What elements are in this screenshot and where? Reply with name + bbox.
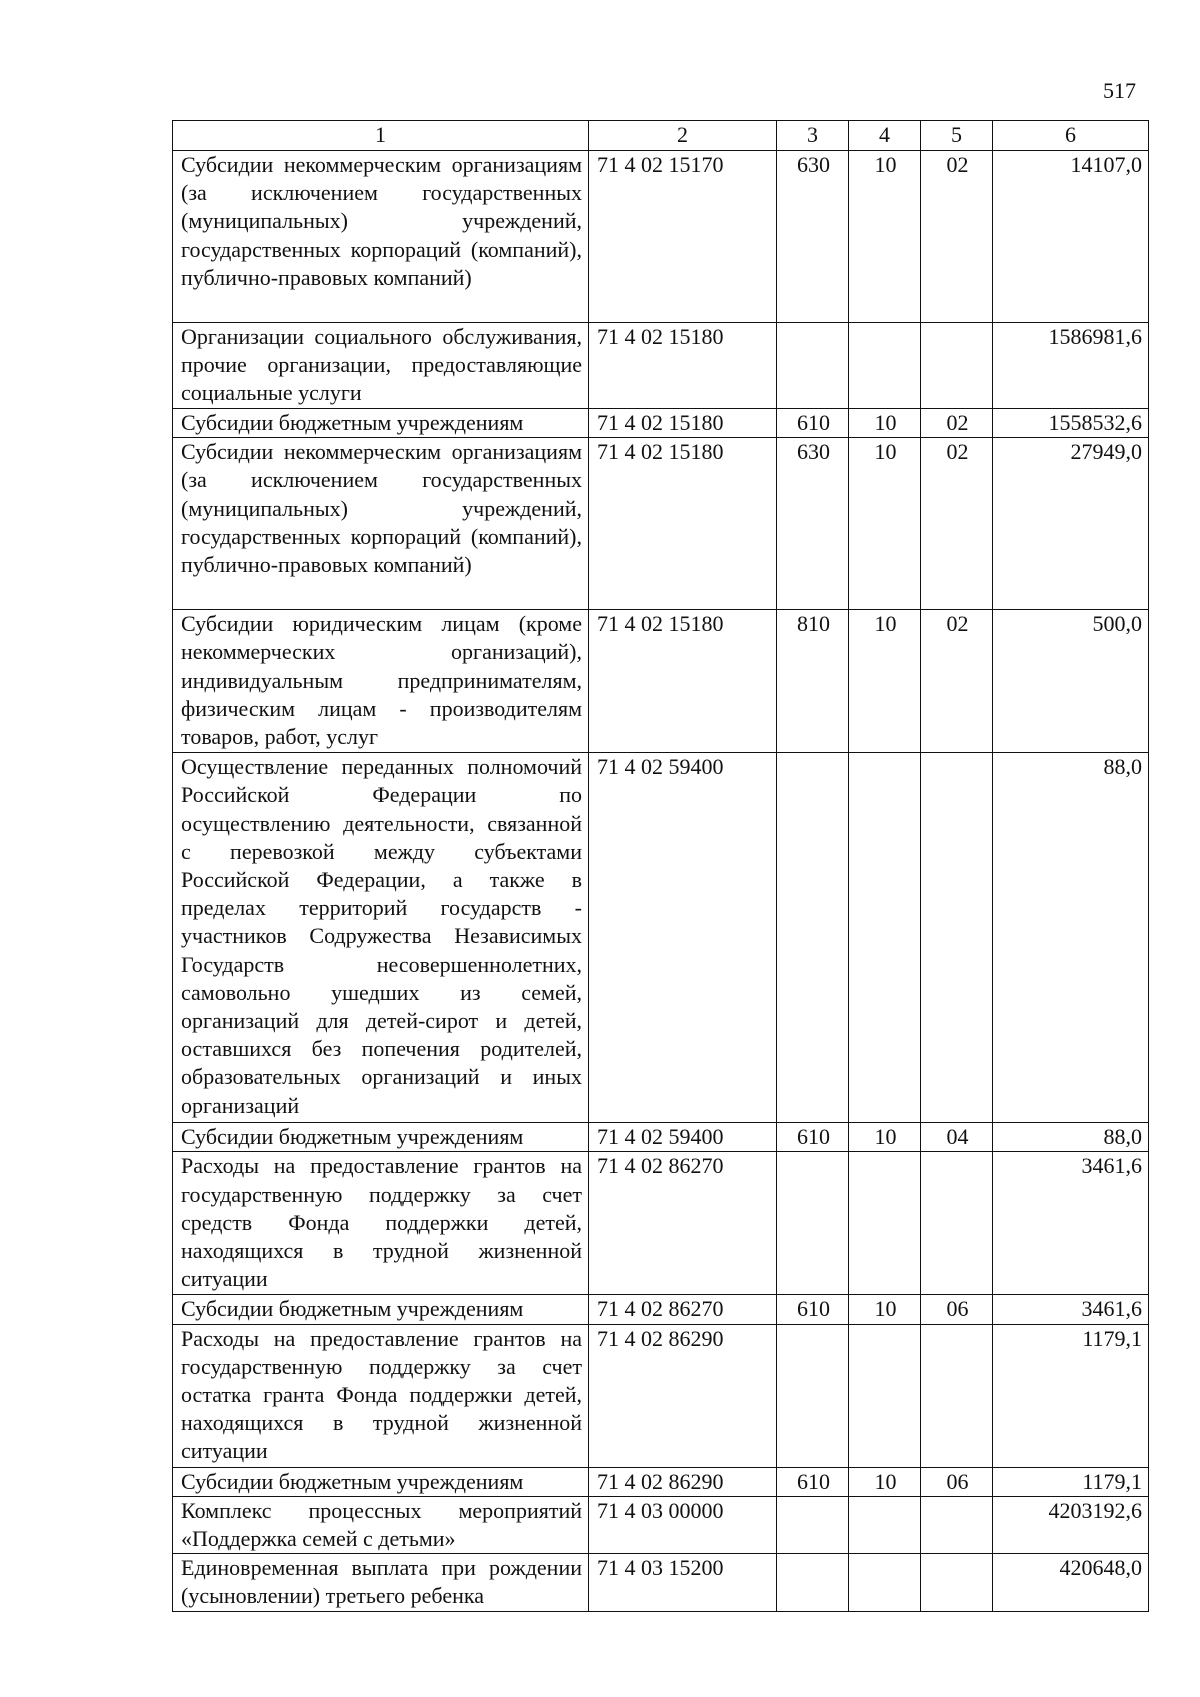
row-col-4: 10 bbox=[849, 1123, 921, 1152]
row-name: Субсидии бюджетным учреждениям bbox=[173, 1123, 589, 1152]
table-row bbox=[173, 1554, 1149, 1611]
row-amount: 3461,6 bbox=[993, 1152, 1149, 1295]
row-col-3 bbox=[777, 1554, 849, 1611]
row-name: Организации социального обслуживания, прочие организации, предоставляющие социальные услуги bbox=[173, 323, 589, 409]
header-row bbox=[173, 121, 1149, 151]
table-row bbox=[173, 753, 1149, 1123]
row-code: 71 4 02 59400 bbox=[589, 753, 777, 1123]
row-col-4: 10 bbox=[849, 151, 921, 323]
row-code: 71 4 02 86290 bbox=[589, 1324, 777, 1467]
row-col-4: 10 bbox=[849, 610, 921, 753]
row-col-5: 02 bbox=[921, 151, 993, 323]
header-col-2: 2 bbox=[589, 121, 777, 151]
row-col-5: 04 bbox=[921, 1123, 993, 1152]
row-amount: 88,0 bbox=[993, 753, 1149, 1123]
row-col-3 bbox=[777, 323, 849, 409]
row-code: 71 4 02 15180 bbox=[589, 323, 777, 409]
row-amount: 3461,6 bbox=[993, 1295, 1149, 1324]
header-col-6: 6 bbox=[993, 121, 1149, 151]
row-name: Субсидии бюджетным учреждениям bbox=[173, 1295, 589, 1324]
row-name: Субсидии некоммерческим организациям (за исключением государственных (муниципальных) учреждений, государственных корпораций (компаний), публично-правовых компаний) bbox=[173, 438, 589, 610]
row-col-4: 10 bbox=[849, 409, 921, 438]
row-col-4: 10 bbox=[849, 1295, 921, 1324]
table-body bbox=[173, 151, 1149, 1612]
header-col-4: 4 bbox=[849, 121, 921, 151]
row-col-5: 02 bbox=[921, 610, 993, 753]
row-amount: 420648,0 bbox=[993, 1554, 1149, 1611]
row-code: 71 4 02 86270 bbox=[589, 1152, 777, 1295]
row-amount: 500,0 bbox=[993, 610, 1149, 753]
table-row bbox=[173, 151, 1149, 323]
row-code: 71 4 02 15180 bbox=[589, 610, 777, 753]
row-col-5 bbox=[921, 1324, 993, 1467]
row-col-3: 610 bbox=[777, 1467, 849, 1496]
row-amount: 4203192,6 bbox=[993, 1496, 1149, 1553]
row-col-3: 630 bbox=[777, 438, 849, 610]
row-col-4 bbox=[849, 1152, 921, 1295]
table-row bbox=[173, 1467, 1149, 1496]
row-col-3: 610 bbox=[777, 1123, 849, 1152]
row-code: 71 4 02 15170 bbox=[589, 151, 777, 323]
row-col-5: 02 bbox=[921, 409, 993, 438]
row-col-3 bbox=[777, 753, 849, 1123]
row-name: Единовременная выплата при рождении (усыновлении) третьего ребенка bbox=[173, 1554, 589, 1611]
row-code: 71 4 02 86290 bbox=[589, 1467, 777, 1496]
row-name: Субсидии бюджетным учреждениям bbox=[173, 409, 589, 438]
header-col-5: 5 bbox=[921, 121, 993, 151]
row-col-3: 610 bbox=[777, 1295, 849, 1324]
row-col-5 bbox=[921, 1496, 993, 1553]
budget-table bbox=[172, 120, 1149, 1612]
row-col-3: 810 bbox=[777, 610, 849, 753]
row-col-4 bbox=[849, 323, 921, 409]
row-col-3 bbox=[777, 1496, 849, 1553]
row-code: 71 4 02 86270 bbox=[589, 1295, 777, 1324]
row-col-5 bbox=[921, 753, 993, 1123]
row-name: Комплекс процессных мероприятий «Поддержка семей с детьми» bbox=[173, 1496, 589, 1553]
table-row bbox=[173, 610, 1149, 753]
row-code: 71 4 02 15180 bbox=[589, 409, 777, 438]
row-col-3: 630 bbox=[777, 151, 849, 323]
row-name: Расходы на предоставление грантов на государственную поддержку за счет остатка гранта Фонда поддержки детей, находящихся в трудной жизненной ситуации bbox=[173, 1324, 589, 1467]
row-amount: 1179,1 bbox=[993, 1324, 1149, 1467]
table-row bbox=[173, 1152, 1149, 1295]
row-col-4 bbox=[849, 1324, 921, 1467]
row-col-3: 610 bbox=[777, 409, 849, 438]
table-row bbox=[173, 1295, 1149, 1324]
row-col-3 bbox=[777, 1152, 849, 1295]
table-row bbox=[173, 1123, 1149, 1152]
table-row bbox=[173, 409, 1149, 438]
row-col-5: 06 bbox=[921, 1295, 993, 1324]
row-name: Расходы на предоставление грантов на государственную поддержку за счет средств Фонда поддержки детей, находящихся в трудной жизненной ситуации bbox=[173, 1152, 589, 1295]
row-col-4 bbox=[849, 753, 921, 1123]
row-name: Субсидии некоммерческим организациям (за исключением государственных (муниципальных) учреждений, государственных корпораций (компаний), публично-правовых компаний) bbox=[173, 151, 589, 323]
row-col-5 bbox=[921, 323, 993, 409]
row-col-4 bbox=[849, 1554, 921, 1611]
row-name: Осуществление переданных полномочий Российской Федерации по осуществлению деятельности, связанной с перевозкой между субъектами Российской Федерации, а также в пределах территорий государств - участников Содружества Независимых Государств несовершеннолетних, самовольно ушедших из семей, организаций для детей-сирот и детей, оставшихся без попечения родителей, образовательных организаций и иных организаций bbox=[173, 753, 589, 1123]
table-row bbox=[173, 1496, 1149, 1553]
row-amount: 14107,0 bbox=[993, 151, 1149, 323]
row-code: 71 4 03 00000 bbox=[589, 1496, 777, 1553]
row-amount: 1179,1 bbox=[993, 1467, 1149, 1496]
page-number: 517 bbox=[1103, 78, 1136, 103]
row-col-5: 02 bbox=[921, 438, 993, 610]
row-name: Субсидии юридическим лицам (кроме некоммерческих организаций), индивидуальным предпринимателям, физическим лицам - производителям товаров, работ, услуг bbox=[173, 610, 589, 753]
header-col-1: 1 bbox=[173, 121, 589, 151]
row-col-5 bbox=[921, 1554, 993, 1611]
row-name: Субсидии бюджетным учреждениям bbox=[173, 1467, 589, 1496]
table-row bbox=[173, 323, 1149, 409]
row-col-4: 10 bbox=[849, 1467, 921, 1496]
row-amount: 27949,0 bbox=[993, 438, 1149, 610]
header-col-3: 3 bbox=[777, 121, 849, 151]
row-amount: 1586981,6 bbox=[993, 323, 1149, 409]
row-code: 71 4 02 15180 bbox=[589, 438, 777, 610]
row-col-4 bbox=[849, 1496, 921, 1553]
row-col-4: 10 bbox=[849, 438, 921, 610]
row-amount: 88,0 bbox=[993, 1123, 1149, 1152]
row-col-5 bbox=[921, 1152, 993, 1295]
row-amount: 1558532,6 bbox=[993, 409, 1149, 438]
table-row bbox=[173, 438, 1149, 610]
row-col-3 bbox=[777, 1324, 849, 1467]
row-code: 71 4 02 59400 bbox=[589, 1123, 777, 1152]
row-col-5: 06 bbox=[921, 1467, 993, 1496]
table-row bbox=[173, 1324, 1149, 1467]
row-code: 71 4 03 15200 bbox=[589, 1554, 777, 1611]
